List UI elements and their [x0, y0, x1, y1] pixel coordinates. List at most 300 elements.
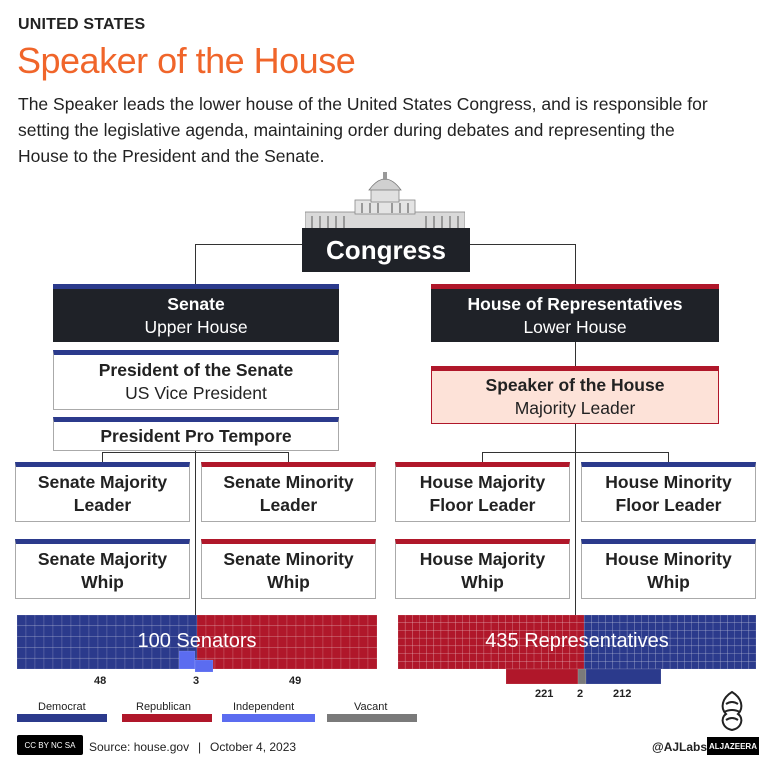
- house-majority-leader-label: House Majority Floor Leader: [419, 472, 546, 515]
- house-seat: [677, 615, 684, 623]
- connector: [470, 244, 575, 245]
- house-seat: [713, 654, 720, 662]
- house-seat: [534, 615, 541, 623]
- house-seat: [405, 615, 412, 623]
- senate-seat: [368, 615, 377, 626]
- senate-seat: [305, 615, 314, 626]
- congress-box: [302, 228, 470, 272]
- senate-seat: [98, 658, 107, 669]
- senate-seat: [242, 658, 251, 669]
- senate-seat: [98, 615, 107, 626]
- speaker-title: Speaker of the House: [485, 375, 665, 395]
- senate-seat: [80, 615, 89, 626]
- house-seat: [749, 654, 756, 662]
- senate-seat: [332, 658, 341, 669]
- house-seat: [462, 654, 469, 662]
- house-seat: [441, 661, 448, 669]
- senate-seat: [152, 615, 161, 626]
- house-seat: [448, 654, 455, 662]
- house-seat: [520, 661, 527, 669]
- legend-republican-swatch: [122, 714, 212, 722]
- house-seat: [412, 654, 419, 662]
- date-text: October 4, 2023: [210, 740, 297, 754]
- house-seat: [462, 615, 469, 623]
- house-seat: [720, 654, 727, 662]
- house-seat: [513, 615, 520, 623]
- house-seat: [419, 661, 426, 669]
- house-vacant-seat: [578, 669, 586, 684]
- house-seat: [684, 615, 691, 623]
- house-seat: [563, 615, 570, 623]
- house-seat: [634, 615, 641, 623]
- senate-seat: [62, 615, 71, 626]
- aljazeera-brand-text: ALJAZEERA: [708, 741, 757, 751]
- senate-seat: [35, 658, 44, 669]
- house-seat: [692, 654, 699, 662]
- house-seat: [620, 654, 627, 662]
- senate-seat: [116, 658, 125, 669]
- house-seat: [577, 654, 584, 662]
- congress-label: Congress: [326, 234, 446, 265]
- senate-seat: [278, 658, 287, 669]
- house-seat: [656, 661, 663, 669]
- senate-seat: [215, 615, 224, 626]
- house-seat: [613, 661, 620, 669]
- senate-seat: [143, 658, 152, 669]
- house-seat: [727, 615, 734, 623]
- house-seat: [505, 661, 512, 669]
- house-seat: [620, 661, 627, 669]
- house-seat: [641, 661, 648, 669]
- house-seat: [398, 661, 405, 669]
- house-seat: [448, 661, 455, 669]
- legend-independent-swatch: [222, 714, 315, 722]
- house-seat: [727, 654, 734, 662]
- house-minority-leader-label: House Minority Floor Leader: [605, 472, 732, 515]
- house-seat: [663, 654, 670, 662]
- senate-minority-leader-label: Senate Minority Leader: [223, 472, 354, 515]
- connector: [195, 450, 196, 615]
- senate-seat: [323, 615, 332, 626]
- house-seat: [427, 661, 434, 669]
- source-text: Source: house.gov: [89, 740, 190, 754]
- house-minority-whip-box: [581, 539, 756, 599]
- senate-seat: [161, 658, 170, 669]
- senate-seat: [170, 615, 179, 626]
- senate-seat: [125, 658, 134, 669]
- senate-independent-seat: [195, 660, 213, 672]
- senate-seat: [44, 615, 53, 626]
- house-subtitle: Lower House: [523, 316, 627, 337]
- house-seat: [627, 661, 634, 669]
- senate-seat: [296, 658, 305, 669]
- house-seat: [749, 661, 756, 669]
- house-republican-count: 221: [535, 688, 554, 700]
- house-seat: [713, 615, 720, 623]
- house-seat: [720, 615, 727, 623]
- connector: [575, 244, 576, 284]
- house-democrat-seat: [586, 669, 661, 684]
- senate-seat: [26, 658, 35, 669]
- house-seat: [627, 615, 634, 623]
- senate-seat: [89, 658, 98, 669]
- house-seat: [735, 654, 742, 662]
- house-seat: [570, 661, 577, 669]
- senate-seat: [269, 615, 278, 626]
- house-seat: [670, 654, 677, 662]
- senate-seat: [332, 615, 341, 626]
- house-seat: [677, 661, 684, 669]
- senate-seat: [233, 658, 242, 669]
- speaker-subtitle: Majority Leader: [514, 398, 636, 418]
- house-seat: [556, 615, 563, 623]
- house-seat: [427, 654, 434, 662]
- house-democrat-count: 212: [613, 688, 632, 700]
- house-seat: [735, 615, 742, 623]
- house-seat: [727, 661, 734, 669]
- house-seat: [735, 661, 742, 669]
- connector: [668, 452, 669, 462]
- president-of-senate-subtitle: US Vice President: [125, 383, 267, 403]
- house-seat: [448, 615, 455, 623]
- senate-seat: [80, 658, 89, 669]
- senate-seat: [197, 615, 206, 626]
- house-seat: [613, 615, 620, 623]
- house-seat: [534, 654, 541, 662]
- house-seat: [556, 661, 563, 669]
- house-seat: [634, 654, 641, 662]
- senate-seat: [44, 658, 53, 669]
- house-seat: [677, 654, 684, 662]
- house-seat: [606, 654, 613, 662]
- house-seat: [570, 615, 577, 623]
- senate-title: Senate: [167, 293, 225, 314]
- senate-seat: [125, 615, 134, 626]
- house-seat: [548, 654, 555, 662]
- house-seat: [656, 654, 663, 662]
- house-seat: [520, 615, 527, 623]
- senate-total-label: 100 Senators: [137, 630, 257, 652]
- house-seat: [627, 654, 634, 662]
- description: The Speaker leads the lower house of the United States Congress, and is responsible for setting the legislative agenda, maintaining order during debates and representing the House to the President and the Senate.: [18, 94, 708, 166]
- senate-minority-whip-label: Senate Minority Whip: [223, 549, 354, 592]
- senate-seat: [134, 615, 143, 626]
- senate-seat: [161, 615, 170, 626]
- house-seat: [641, 615, 648, 623]
- house-seat: [606, 661, 613, 669]
- house-seat: [419, 654, 426, 662]
- house-seat: [513, 654, 520, 662]
- house-seat: [427, 615, 434, 623]
- senate-seat: [224, 658, 233, 669]
- house-total-label: 435 Representatives: [485, 630, 669, 652]
- house-seat: [584, 661, 591, 669]
- house-seat: [541, 615, 548, 623]
- house-seat: [470, 654, 477, 662]
- house-seat: [706, 615, 713, 623]
- house-seat: [462, 661, 469, 669]
- senate-seat: [107, 615, 116, 626]
- house-majority-whip-box: [395, 539, 570, 599]
- house-seat: [670, 615, 677, 623]
- senate-seat: [314, 615, 323, 626]
- house-seat: [663, 661, 670, 669]
- house-seat: [713, 661, 720, 669]
- senate-seat: [251, 615, 260, 626]
- president-of-senate-box: [53, 350, 339, 410]
- house-seat: [742, 654, 749, 662]
- legend-democrat-label: Democrat: [38, 701, 86, 713]
- house-seat: [455, 661, 462, 669]
- aljazeera-logo-icon: [712, 690, 752, 732]
- house-seat: [684, 661, 691, 669]
- kicker: UNITED STATES: [18, 16, 146, 33]
- house-seat: [591, 654, 598, 662]
- house-seat: [606, 615, 613, 623]
- house-republican-seat: [506, 669, 578, 684]
- house-seat: [441, 654, 448, 662]
- senate-seat: [17, 615, 26, 626]
- pro-tempore-label: President Pro Tempore: [100, 425, 292, 446]
- house-seat: [749, 615, 756, 623]
- senate-seat: [314, 658, 323, 669]
- house-seat: [563, 661, 570, 669]
- senate-seat: [215, 658, 224, 669]
- senate-seat: [341, 658, 350, 669]
- house-seat: [477, 615, 484, 623]
- house-seat: [477, 661, 484, 669]
- house-seat: [491, 654, 498, 662]
- house-title: House of Representatives: [467, 293, 683, 314]
- aljazeera-brand: [707, 737, 759, 755]
- house-seat: [584, 654, 591, 662]
- house-majority-whip-label: House Majority Whip: [419, 549, 546, 592]
- cc-license-text: CC BY NC SA: [24, 740, 76, 750]
- house-seat: [484, 661, 491, 669]
- connector: [482, 452, 668, 453]
- connector: [288, 452, 289, 462]
- house-seat: [527, 615, 534, 623]
- page-title: Speaker of the House: [17, 40, 356, 81]
- house-seat: [419, 615, 426, 623]
- house-seat: [455, 654, 462, 662]
- senate-majority-whip-label: Senate Majority Whip: [37, 549, 168, 592]
- senate-independent-count: 3: [193, 675, 200, 687]
- house-seat: [405, 661, 412, 669]
- house-seat: [434, 615, 441, 623]
- house-seat: [398, 654, 405, 662]
- senate-seat: [143, 615, 152, 626]
- cc-license-badge: [17, 735, 83, 755]
- senate-seat: [35, 615, 44, 626]
- house-majority-leader-box: [395, 462, 570, 522]
- house-seat: [591, 661, 598, 669]
- house-seat: [412, 661, 419, 669]
- house-seat: [699, 661, 706, 669]
- house-seat: [477, 654, 484, 662]
- house-seat: [498, 615, 505, 623]
- house-seat: [470, 661, 477, 669]
- house-seat: [699, 615, 706, 623]
- senate-democrat-count: 48: [94, 675, 107, 687]
- senate-box: [53, 284, 339, 342]
- house-box: [431, 284, 719, 342]
- house-seat: [405, 654, 412, 662]
- senate-seat: [116, 615, 125, 626]
- senate-seat: [359, 658, 368, 669]
- senate-seat: [251, 658, 260, 669]
- house-seat: [505, 615, 512, 623]
- legend-vacant-label: Vacant: [354, 701, 388, 713]
- house-seat: [491, 615, 498, 623]
- legend-vacant-swatch: [327, 714, 417, 722]
- senate-minority-whip-box: [201, 539, 376, 599]
- house-seat: [577, 661, 584, 669]
- senate-seat: [287, 615, 296, 626]
- house-seat: [412, 615, 419, 623]
- house-seat: [598, 615, 605, 623]
- president-of-senate-title: President of the Senate: [98, 360, 294, 380]
- senate-seat: [269, 658, 278, 669]
- house-seat: [434, 654, 441, 662]
- senate-seat: [224, 615, 233, 626]
- house-seat: [598, 654, 605, 662]
- senate-seat: [134, 658, 143, 669]
- senate-seat: [305, 658, 314, 669]
- house-seat: [434, 661, 441, 669]
- senate-seat: [368, 658, 377, 669]
- senate-subtitle: Upper House: [144, 316, 248, 337]
- house-seat: [491, 661, 498, 669]
- senate-seat: [17, 658, 26, 669]
- senate-seat: [350, 615, 359, 626]
- house-seat: [620, 615, 627, 623]
- house-seat: [584, 615, 591, 623]
- house-seat: [541, 654, 548, 662]
- senate-independent-seat: [179, 651, 195, 669]
- house-seat: [577, 615, 584, 623]
- senate-seat: [71, 615, 80, 626]
- house-vacant-count: 2: [577, 688, 584, 700]
- connector: [575, 342, 576, 366]
- senate-seat: [188, 615, 197, 626]
- house-seat: [520, 654, 527, 662]
- senate-seat: [152, 658, 161, 669]
- house-seat: [649, 661, 656, 669]
- house-seat: [706, 661, 713, 669]
- house-seat: [598, 661, 605, 669]
- senate-seat: [62, 658, 71, 669]
- house-seat: [684, 654, 691, 662]
- senate-seat: [242, 615, 251, 626]
- senate-seat: [260, 615, 269, 626]
- senate-minority-leader-box: [201, 462, 376, 522]
- senate-seat: [170, 658, 179, 669]
- house-seat: [527, 654, 534, 662]
- house-seat: [556, 654, 563, 662]
- house-minority-leader-box: [581, 462, 756, 522]
- capitol-icon: [305, 170, 465, 232]
- senate-seat: [53, 615, 62, 626]
- house-seat: [513, 661, 520, 669]
- senate-seat: [341, 615, 350, 626]
- connector: [102, 452, 288, 453]
- house-seat: [541, 661, 548, 669]
- house-seat: [534, 661, 541, 669]
- house-seat: [692, 661, 699, 669]
- house-seat: [548, 661, 555, 669]
- house-seat: [398, 615, 405, 623]
- house-seat: [470, 615, 477, 623]
- house-seat: [527, 661, 534, 669]
- house-seat: [641, 654, 648, 662]
- house-seat: [498, 654, 505, 662]
- house-seat: [699, 654, 706, 662]
- senate-seat: [359, 615, 368, 626]
- legend-independent-label: Independent: [233, 701, 295, 713]
- house-seat: [441, 615, 448, 623]
- pro-tempore-box: [53, 417, 339, 451]
- senate-seat: [89, 615, 98, 626]
- senate-seat: [296, 615, 305, 626]
- house-seat: [663, 615, 670, 623]
- house-seat: [649, 615, 656, 623]
- connector: [195, 244, 302, 245]
- ajlabs-handle: @AJLabs: [652, 740, 708, 754]
- senate-seat: [233, 615, 242, 626]
- footer-separator: |: [198, 740, 202, 754]
- senate-seat: [323, 658, 332, 669]
- house-seat: [634, 661, 641, 669]
- house-seat: [484, 615, 491, 623]
- house-seat: [692, 615, 699, 623]
- house-seat: [720, 661, 727, 669]
- house-seat: [505, 654, 512, 662]
- legend-republican-label: Republican: [136, 701, 192, 713]
- senate-seat: [350, 658, 359, 669]
- house-seat: [613, 654, 620, 662]
- senate-seat: [278, 615, 287, 626]
- senate-seat: [206, 615, 215, 626]
- senate-seat: [107, 658, 116, 669]
- senate-seat: [260, 658, 269, 669]
- legend-democrat-swatch: [17, 714, 107, 722]
- speaker-box: [431, 366, 719, 424]
- house-seat: [649, 654, 656, 662]
- senate-seat: [287, 658, 296, 669]
- senate-seat: [26, 615, 35, 626]
- house-minority-whip-label: House Minority Whip: [605, 549, 732, 592]
- house-seat: [591, 615, 598, 623]
- connector: [482, 452, 483, 462]
- house-seat: [656, 615, 663, 623]
- senate-majority-leader-box: [15, 462, 190, 522]
- house-seat: [670, 661, 677, 669]
- house-seat: [742, 661, 749, 669]
- connector: [102, 452, 103, 462]
- house-seat: [563, 654, 570, 662]
- senate-majority-whip-box: [15, 539, 190, 599]
- connector: [195, 244, 196, 284]
- house-seat: [570, 654, 577, 662]
- house-seat: [742, 615, 749, 623]
- senate-seat: [53, 658, 62, 669]
- house-seat: [548, 615, 555, 623]
- house-seat: [498, 661, 505, 669]
- senate-seat: [179, 615, 188, 626]
- house-seat: [484, 654, 491, 662]
- house-seat: [455, 615, 462, 623]
